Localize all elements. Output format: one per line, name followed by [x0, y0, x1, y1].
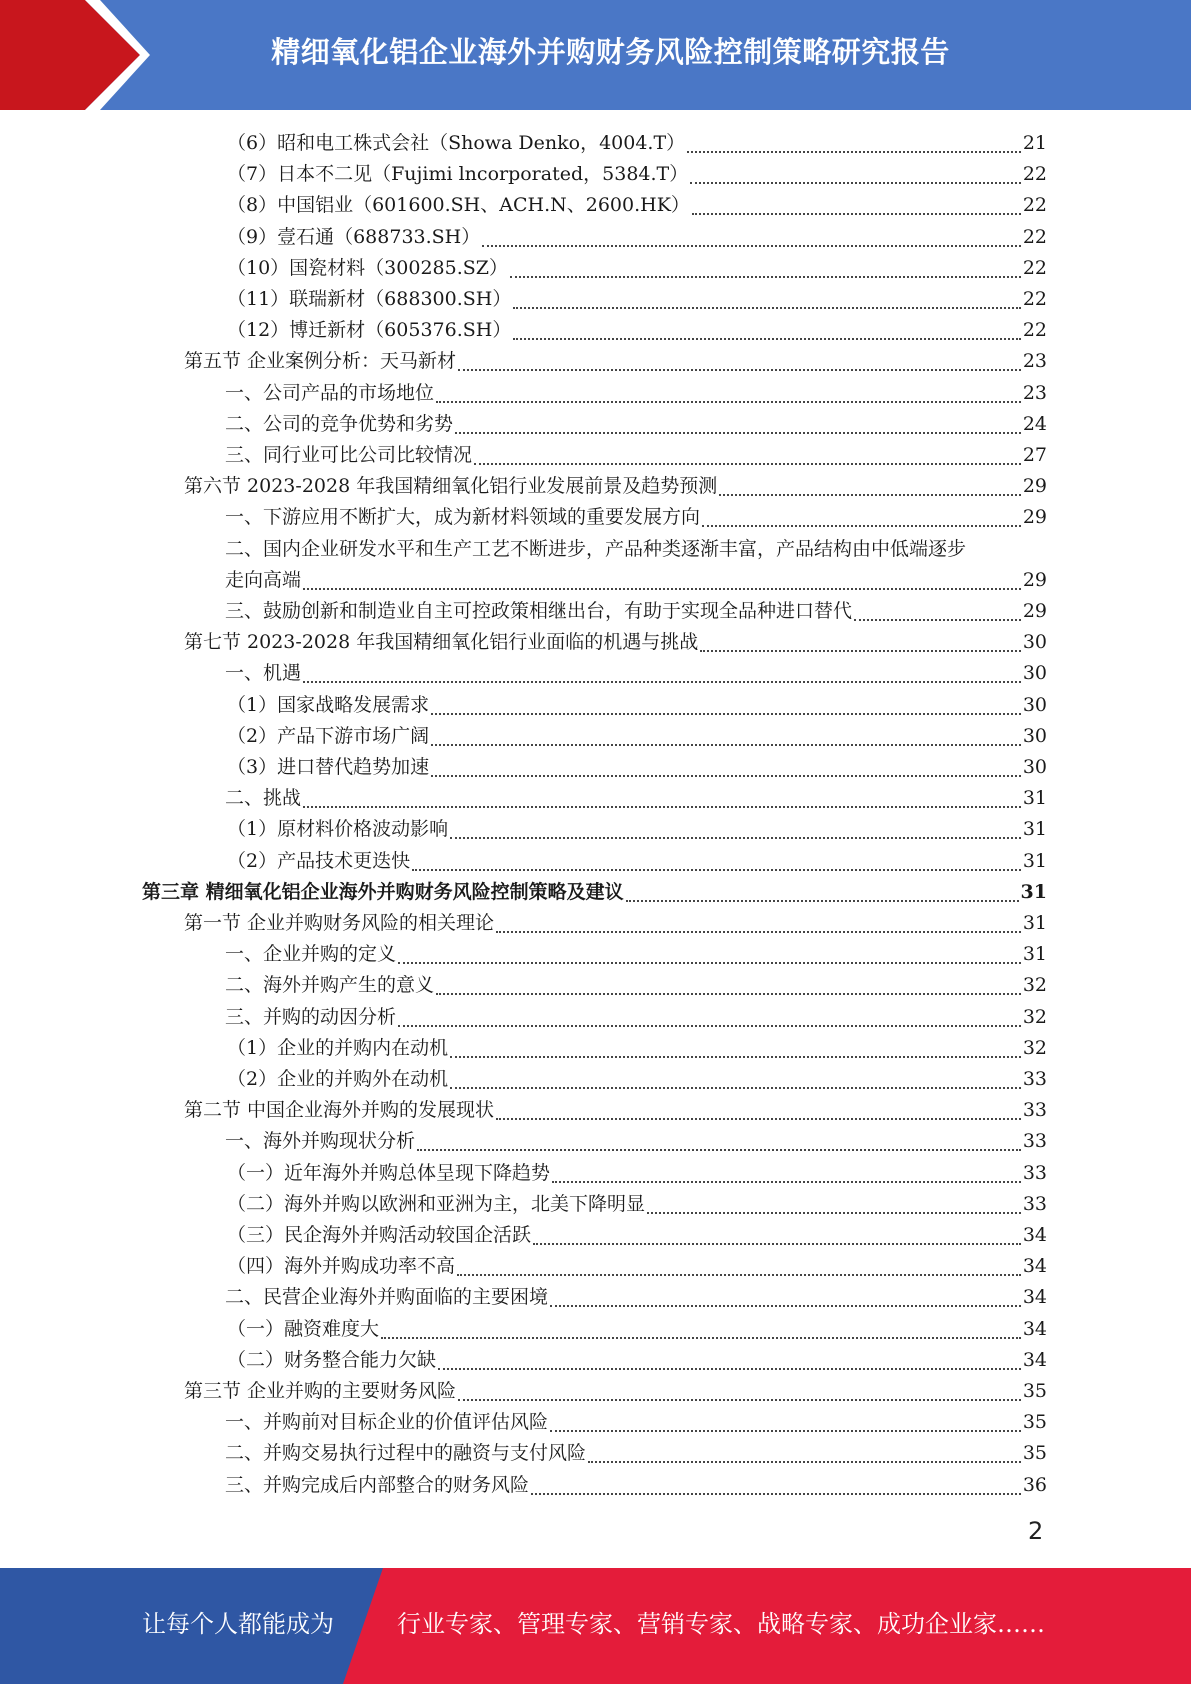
- toc-entry-page: 27: [1022, 444, 1047, 466]
- toc-entry-title: （2）产品技术更迭快: [227, 849, 411, 872]
- toc-entry-title: （三）民企海外并购活动较国企活跃: [227, 1224, 532, 1246]
- report-title: 精细氧化铝企业海外并购财务风险控制策略研究报告: [271, 34, 950, 69]
- toc-entry-page: 30: [1022, 693, 1047, 716]
- toc-entry-title: 第二节 中国企业海外并购的发展现状: [184, 1099, 495, 1122]
- toc-entry-title: （6）昭和电工株式会社（Showa Denko，4004.T）: [227, 132, 686, 154]
- toc-entry-page: 22: [1022, 194, 1047, 217]
- toc-entry-page: 31: [1022, 849, 1047, 872]
- toc-dot-leader: [457, 1273, 1021, 1276]
- toc-entry-title: （1）原材料价格波动影响: [227, 818, 449, 841]
- toc-entry-page: 34: [1022, 1286, 1047, 1309]
- toc-dot-leader: [303, 805, 1021, 808]
- toc-entry[interactable]: [225, 565, 1047, 596]
- toc-dot-leader: [588, 1460, 1021, 1463]
- toc-entry-page: 34: [1022, 1348, 1047, 1371]
- toc-entry-title: （一）融资难度大: [227, 1317, 380, 1340]
- toc-entry[interactable]: [225, 658, 1047, 689]
- toc-entry[interactable]: [142, 877, 1047, 908]
- toc-entry[interactable]: [225, 378, 1047, 409]
- footer-slogan-right: 行业专家、管理专家、营销专家、战略专家、成功企业家……: [397, 1610, 1045, 1638]
- toc-entry-page: 35: [1022, 1380, 1047, 1402]
- toc-entry-page: 21: [1022, 132, 1047, 154]
- toc-entry-page: 31: [1020, 880, 1047, 903]
- toc-entry[interactable]: [227, 1251, 1047, 1282]
- toc-dot-leader: [513, 337, 1020, 340]
- toc-dot-leader: [482, 244, 1021, 247]
- toc-entry-page: 23: [1022, 381, 1047, 404]
- toc-dot-leader: [552, 1180, 1021, 1183]
- page-header: [0, 0, 1191, 110]
- toc-entry-title: （二）海外并购以欧洲和亚洲为主，北美下降明显: [227, 1192, 646, 1215]
- toc-dot-leader: [474, 462, 1021, 465]
- toc-dot-leader: [436, 992, 1021, 995]
- toc-entry[interactable]: [184, 1376, 1047, 1407]
- toc-entry-title: （9）壹石通（688733.SH）: [227, 225, 481, 248]
- toc-entry-page: 30: [1022, 756, 1047, 778]
- toc-entry-title: （12）博迁新材（605376.SH）: [227, 319, 512, 342]
- toc-entry[interactable]: [227, 752, 1047, 783]
- toc-entry[interactable]: [184, 627, 1047, 658]
- toc-entry[interactable]: [225, 939, 1047, 970]
- toc-entry-title: 二、挑战: [225, 787, 302, 810]
- toc-entry-page: 35: [1022, 1442, 1047, 1465]
- header-chevron-logo: [0, 0, 150, 110]
- toc-entry-page: 31: [1022, 912, 1047, 934]
- toc-entry-title: 二、国内企业研发水平和生产工艺不断进步，产品种类逐渐丰富，产品结构由中低端逐步: [225, 537, 967, 560]
- toc-entry-page: 31: [1022, 787, 1047, 810]
- toc-dot-leader: [303, 680, 1021, 683]
- toc-entry[interactable]: [225, 409, 1047, 440]
- toc-entry-page: 22: [1022, 163, 1047, 186]
- toc-entry[interactable]: [227, 128, 1047, 159]
- toc-dot-leader: [398, 1024, 1021, 1027]
- toc-entry[interactable]: [184, 908, 1047, 939]
- toc-entry-page: 24: [1022, 412, 1047, 435]
- toc-dot-leader: [458, 368, 1021, 371]
- toc-entry[interactable]: [184, 1095, 1047, 1126]
- toc-dot-leader: [431, 743, 1021, 746]
- toc-entry[interactable]: [225, 1438, 1047, 1469]
- toc-entry[interactable]: [225, 970, 1047, 1001]
- toc-entry-page: 22: [1022, 256, 1047, 279]
- toc-dot-leader: [854, 618, 1021, 621]
- toc-dot-leader: [381, 1336, 1021, 1339]
- toc-entry-page: 33: [1022, 1192, 1047, 1215]
- toc-entry-page: 32: [1022, 974, 1047, 997]
- toc-entry-title: 三、鼓励创新和制造业自主可控政策相继出台，有助于实现全品种进口替代: [225, 600, 853, 622]
- toc-entry-title: （8）中国铝业（601600.SH、ACH.N、2600.HK）: [227, 194, 690, 217]
- toc-entry-page: 22: [1022, 319, 1047, 342]
- toc-entry[interactable]: [227, 721, 1047, 752]
- toc-entry[interactable]: [227, 1345, 1047, 1376]
- toc-dot-leader: [431, 774, 1021, 777]
- toc-dot-leader: [303, 587, 1021, 590]
- toc-entry[interactable]: [227, 190, 1047, 221]
- toc-dot-leader: [496, 930, 1021, 933]
- toc-entry-title: 二、海外并购产生的意义: [225, 974, 435, 997]
- toc-entry-title: （二）财务整合能力欠缺: [227, 1348, 437, 1371]
- toc-entry-title: 三、并购的动因分析: [225, 1005, 397, 1028]
- toc-entry-page: 32: [1022, 1036, 1047, 1059]
- toc-entry[interactable]: [227, 315, 1047, 346]
- toc-entry-title: 二、并购交易执行过程中的融资与支付风险: [225, 1442, 587, 1465]
- toc-dot-leader: [702, 524, 1021, 527]
- toc-dot-leader: [550, 1429, 1021, 1432]
- toc-entry-title: （11）联瑞新材（688300.SH）: [227, 288, 512, 310]
- toc-entry-page: 29: [1022, 568, 1047, 591]
- toc-dot-leader: [458, 1398, 1021, 1401]
- toc-entry-page: 30: [1022, 662, 1047, 685]
- toc-dot-leader: [438, 1367, 1021, 1370]
- toc-entry-title: （2）企业的并购外在动机: [227, 1068, 449, 1090]
- toc-dot-leader: [687, 150, 1021, 153]
- toc-entry-title: 第五节 企业案例分析：天马新材: [184, 350, 457, 373]
- toc-entry[interactable]: [227, 284, 1047, 315]
- toc-entry-title: 走向高端: [225, 568, 302, 591]
- toc-entry[interactable]: [184, 471, 1047, 502]
- toc-dot-leader: [450, 1086, 1021, 1089]
- toc-entry[interactable]: [227, 159, 1047, 190]
- toc-entry[interactable]: [225, 440, 1047, 471]
- toc-entry[interactable]: [227, 1314, 1047, 1345]
- toc-dot-leader: [647, 1211, 1021, 1214]
- toc-entry-title: （10）国瓷材料（300285.SZ）: [227, 256, 508, 279]
- toc-entry-title: 第七节 2023-2028 年我国精细氧化铝行业面临的机遇与挑战: [184, 631, 699, 654]
- toc-entry-page: 34: [1022, 1317, 1047, 1340]
- toc-entry[interactable]: [227, 1220, 1047, 1251]
- toc-entry-title: 一、并购前对目标企业的价值评估风险: [225, 1411, 549, 1434]
- toc-entry[interactable]: [227, 690, 1047, 721]
- toc-entry-page: 32: [1022, 1005, 1047, 1028]
- toc-entry-page: 31: [1022, 943, 1047, 966]
- toc-entry[interactable]: [225, 1407, 1047, 1438]
- toc-entry[interactable]: [225, 502, 1047, 533]
- toc-entry-title: 二、民营企业海外并购面临的主要困境: [225, 1286, 549, 1309]
- toc-entry[interactable]: [227, 1158, 1047, 1189]
- toc-entry-title: 第一节 企业并购财务风险的相关理论: [184, 912, 495, 934]
- toc-dot-leader: [719, 493, 1021, 496]
- toc-dot-leader: [417, 1148, 1021, 1151]
- toc-dot-leader: [533, 1242, 1021, 1245]
- toc-entry-title: （3）进口替代趋势加速: [227, 756, 430, 778]
- toc-dot-leader: [455, 431, 1021, 434]
- toc-entry-title: 三、并购完成后内部整合的财务风险: [225, 1473, 530, 1496]
- toc-entry-title: （四）海外并购成功率不高: [227, 1255, 456, 1278]
- toc-entry[interactable]: [227, 253, 1047, 284]
- toc-dot-leader: [550, 1304, 1021, 1307]
- toc-entry[interactable]: [227, 1189, 1047, 1220]
- toc-entry[interactable]: [225, 534, 1047, 565]
- toc-entry[interactable]: [227, 814, 1047, 845]
- toc-entry-title: 第三节 企业并购的主要财务风险: [184, 1380, 457, 1402]
- toc-dot-leader: [690, 181, 1021, 184]
- toc-dot-leader: [398, 961, 1021, 964]
- toc-entry-title: 一、海外并购现状分析: [225, 1130, 416, 1153]
- toc-dot-leader: [431, 712, 1021, 715]
- toc-entry-page: 34: [1022, 1224, 1047, 1246]
- toc-dot-leader: [436, 400, 1021, 403]
- toc-entry-page: 22: [1022, 225, 1047, 248]
- toc-entry[interactable]: [225, 1126, 1047, 1157]
- toc-entry-title: 三、同行业可比公司比较情况: [225, 444, 473, 466]
- toc-entry-page: 33: [1022, 1161, 1047, 1184]
- toc-entry-title: （一）近年海外并购总体呈现下降趋势: [227, 1161, 551, 1184]
- toc-dot-leader: [626, 899, 1019, 902]
- toc-entry-page: 30: [1022, 631, 1047, 654]
- toc-entry[interactable]: [225, 1282, 1047, 1313]
- toc-entry[interactable]: [227, 1064, 1047, 1095]
- toc-entry-page: 29: [1022, 506, 1047, 529]
- toc-entry-page: 35: [1022, 1411, 1047, 1434]
- footer-slogan-left: 让每个人都能成为: [142, 1610, 334, 1638]
- toc-dot-leader: [692, 212, 1021, 215]
- toc-dot-leader: [531, 1492, 1021, 1495]
- toc-entry[interactable]: [227, 1033, 1047, 1064]
- toc-entry-page: 31: [1022, 818, 1047, 841]
- toc-entry-page: 33: [1022, 1130, 1047, 1153]
- toc-entry[interactable]: [225, 783, 1047, 814]
- toc-dot-leader: [513, 306, 1020, 309]
- toc-dot-leader: [450, 836, 1021, 839]
- toc-entry-title: 一、公司产品的市场地位: [225, 381, 435, 404]
- toc-entry-title: 第六节 2023-2028 年我国精细氧化铝行业发展前景及趋势预测: [184, 475, 718, 498]
- toc-entry-title: 二、公司的竞争优势和劣势: [225, 412, 454, 435]
- toc-entry[interactable]: [227, 846, 1047, 877]
- toc-dot-leader: [496, 1117, 1021, 1120]
- toc-entry[interactable]: [225, 596, 1047, 627]
- toc-entry-title: （2）产品下游市场广阔: [227, 724, 430, 747]
- toc-entry-title: （7）日本不二见（Fujimi lncorporated，5384.T）: [227, 163, 689, 186]
- page-footer: [0, 1568, 1191, 1684]
- toc-dot-leader: [412, 868, 1021, 871]
- page-number: 2: [1028, 1517, 1044, 1545]
- toc-entry[interactable]: [184, 346, 1047, 377]
- toc-entry-page: 34: [1022, 1255, 1047, 1278]
- toc-entry-page: 22: [1022, 288, 1047, 310]
- toc-entry-page: 23: [1022, 350, 1047, 373]
- toc-dot-leader: [700, 649, 1021, 652]
- toc-entry-page: 29: [1022, 600, 1047, 622]
- toc-entry-title: 一、机遇: [225, 662, 302, 685]
- toc-entry-page: 33: [1022, 1068, 1047, 1090]
- toc-entry-title: 一、企业并购的定义: [225, 943, 397, 966]
- toc-entry[interactable]: [225, 1002, 1047, 1033]
- toc-entry-title: 第三章 精细氧化铝企业海外并购财务风险控制策略及建议: [142, 880, 624, 903]
- toc-entry-title: 一、下游应用不断扩大，成为新材料领域的重要发展方向: [225, 506, 701, 529]
- toc-entry-page: 36: [1022, 1473, 1047, 1496]
- toc-entry-page: 33: [1022, 1099, 1047, 1122]
- toc-entry-page: 29: [1022, 475, 1047, 498]
- toc-entry[interactable]: [225, 1470, 1047, 1501]
- toc-entry-page: 30: [1022, 724, 1047, 747]
- toc-entry-title: （1）国家战略发展需求: [227, 693, 430, 716]
- toc-entry-title: （1）企业的并购内在动机: [227, 1036, 449, 1059]
- toc-entry[interactable]: [227, 222, 1047, 253]
- toc-dot-leader: [510, 275, 1021, 278]
- toc-dot-leader: [450, 1055, 1021, 1058]
